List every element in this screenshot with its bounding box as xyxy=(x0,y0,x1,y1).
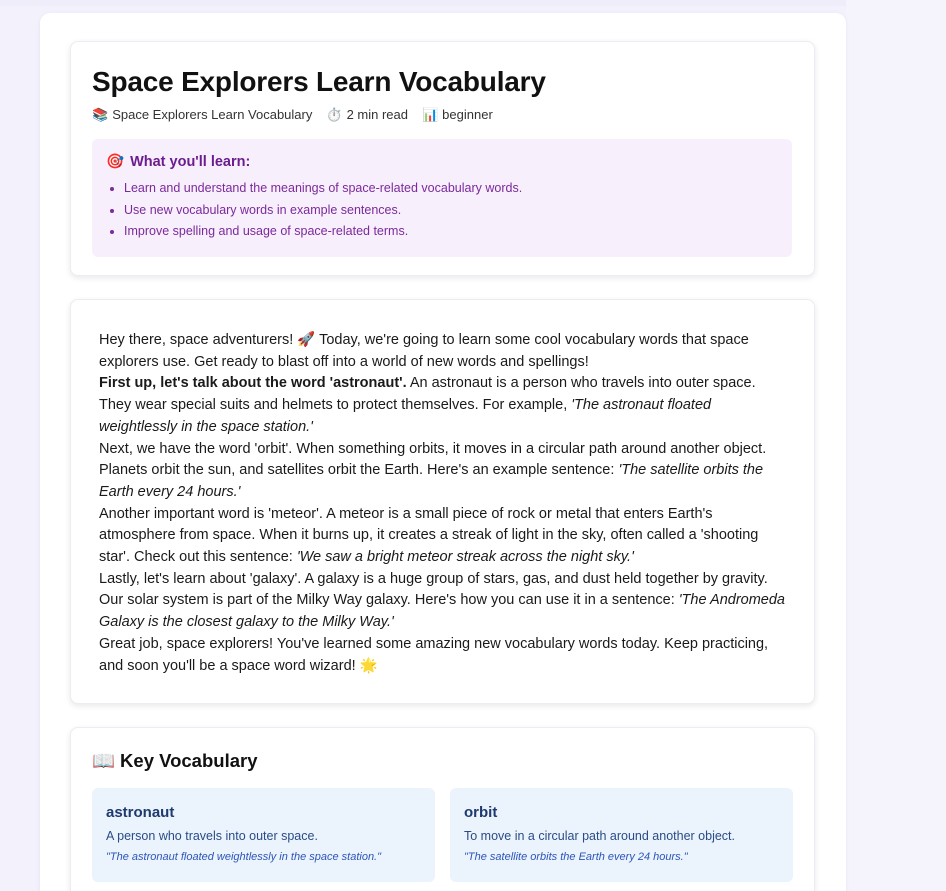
meta-level-label: beginner xyxy=(442,107,493,122)
orbit-text: Next, we have the word 'orbit'. When something orbits, it moves in a circular path around another object. Planets orbit the sun, and satellites orbit the Earth. Here's an example sentence: xyxy=(99,440,767,479)
objective-item: • Learn and understand the meanings of space-related vocabulary words. xyxy=(124,178,778,200)
vocab-example: "The satellite orbits the Earth every 24 hours." xyxy=(464,851,688,863)
vocab-definition: A person who travels into outer space. xyxy=(106,829,318,843)
objective-item: • Use new vocabulary words in example sentences. xyxy=(124,200,778,222)
galaxy-paragraph xyxy=(99,569,786,634)
bar-chart-icon: 📊 xyxy=(421,107,439,122)
vocab-definition: To move in a circular path around another object. xyxy=(464,829,735,843)
astronaut-text: An astronaut is a person who travels into outer space. They wear special suits and helmets to protect themselves. For example, xyxy=(99,375,756,414)
vocab-word: orbit xyxy=(464,804,498,821)
vocab-card-orbit xyxy=(450,788,793,882)
objectives-heading-label: What you'll learn: xyxy=(130,153,251,170)
astronaut-lead: First up, let's talk about the word 'astronaut'. xyxy=(99,375,407,392)
meta-series-label: Space Explorers Learn Vocabulary xyxy=(112,107,313,122)
meteor-text: Another important word is 'meteor'. A meteor is a small piece of rock or metal that enters Earth's atmosphere from space. When it burns up, it creates a streak of light in the sky, often called a 'shooting star'. Check out this sentence: xyxy=(99,505,759,566)
meta-read-time-label: 2 min read xyxy=(346,107,408,122)
vocabulary-heading-label: Key Vocabulary xyxy=(120,750,258,771)
lesson-content-card xyxy=(70,299,815,704)
meteor-example: 'We saw a bright meteor streak across the night sky.' xyxy=(296,549,634,566)
meta-level xyxy=(422,106,493,124)
open-book-icon: 📖 xyxy=(92,750,116,771)
lesson-body xyxy=(99,330,786,677)
galaxy-example: 'The Andromeda Galaxy is the closest galaxy to the Milky Way.' xyxy=(99,592,785,631)
meta-series xyxy=(92,106,312,124)
objectives-heading xyxy=(106,153,778,170)
astronaut-paragraph xyxy=(99,373,786,438)
vocabulary-grid xyxy=(92,788,793,882)
meteor-paragraph xyxy=(99,504,786,569)
page-title: Space Explorers Learn Vocabulary xyxy=(92,66,546,97)
galaxy-text: Lastly, let's learn about 'galaxy'. A galaxy is a huge group of stars, gas, and dust held together by gravity. Our solar system is part of the Milky Way galaxy. Here's how you can use it in a sentence: xyxy=(99,570,768,609)
books-icon: 📚 xyxy=(92,107,109,122)
meta-read-time xyxy=(326,106,408,124)
objectives-list xyxy=(106,178,778,243)
intro-paragraph: Hey there, space adventurers! 🚀 Today, we're going to learn some cool vocabulary words that space explorers use. Get ready to blast off into a world of new words and spellings! xyxy=(99,332,749,370)
learning-objectives-box xyxy=(92,139,792,257)
orbit-paragraph xyxy=(99,439,786,504)
outro-paragraph: Great job, space explorers! You've learned some amazing new vocabulary words today. Keep practicing, and soon you'll be a space word wizard! 🌟 xyxy=(99,635,769,674)
lesson-meta xyxy=(92,106,792,124)
objective-item: • Improve spelling and usage of space-related terms. xyxy=(124,221,778,243)
vocabulary-heading xyxy=(92,750,793,772)
right-background-area xyxy=(846,0,946,891)
top-background-strip xyxy=(0,0,946,6)
orbit-example: 'The satellite orbits the Earth every 24 hours.' xyxy=(99,462,764,500)
vocab-card-astronaut xyxy=(92,788,435,882)
stopwatch-icon: ⏱️ xyxy=(326,107,343,122)
vocab-word: astronaut xyxy=(106,804,175,821)
astronaut-example: 'The astronaut floated weightlessly in the space station.' xyxy=(99,397,712,435)
vocab-example: "The astronaut floated weightlessly in the space station." xyxy=(106,851,382,863)
lesson-header-card xyxy=(70,41,815,276)
target-icon: 🎯 xyxy=(106,154,125,170)
key-vocabulary-card xyxy=(70,727,815,891)
